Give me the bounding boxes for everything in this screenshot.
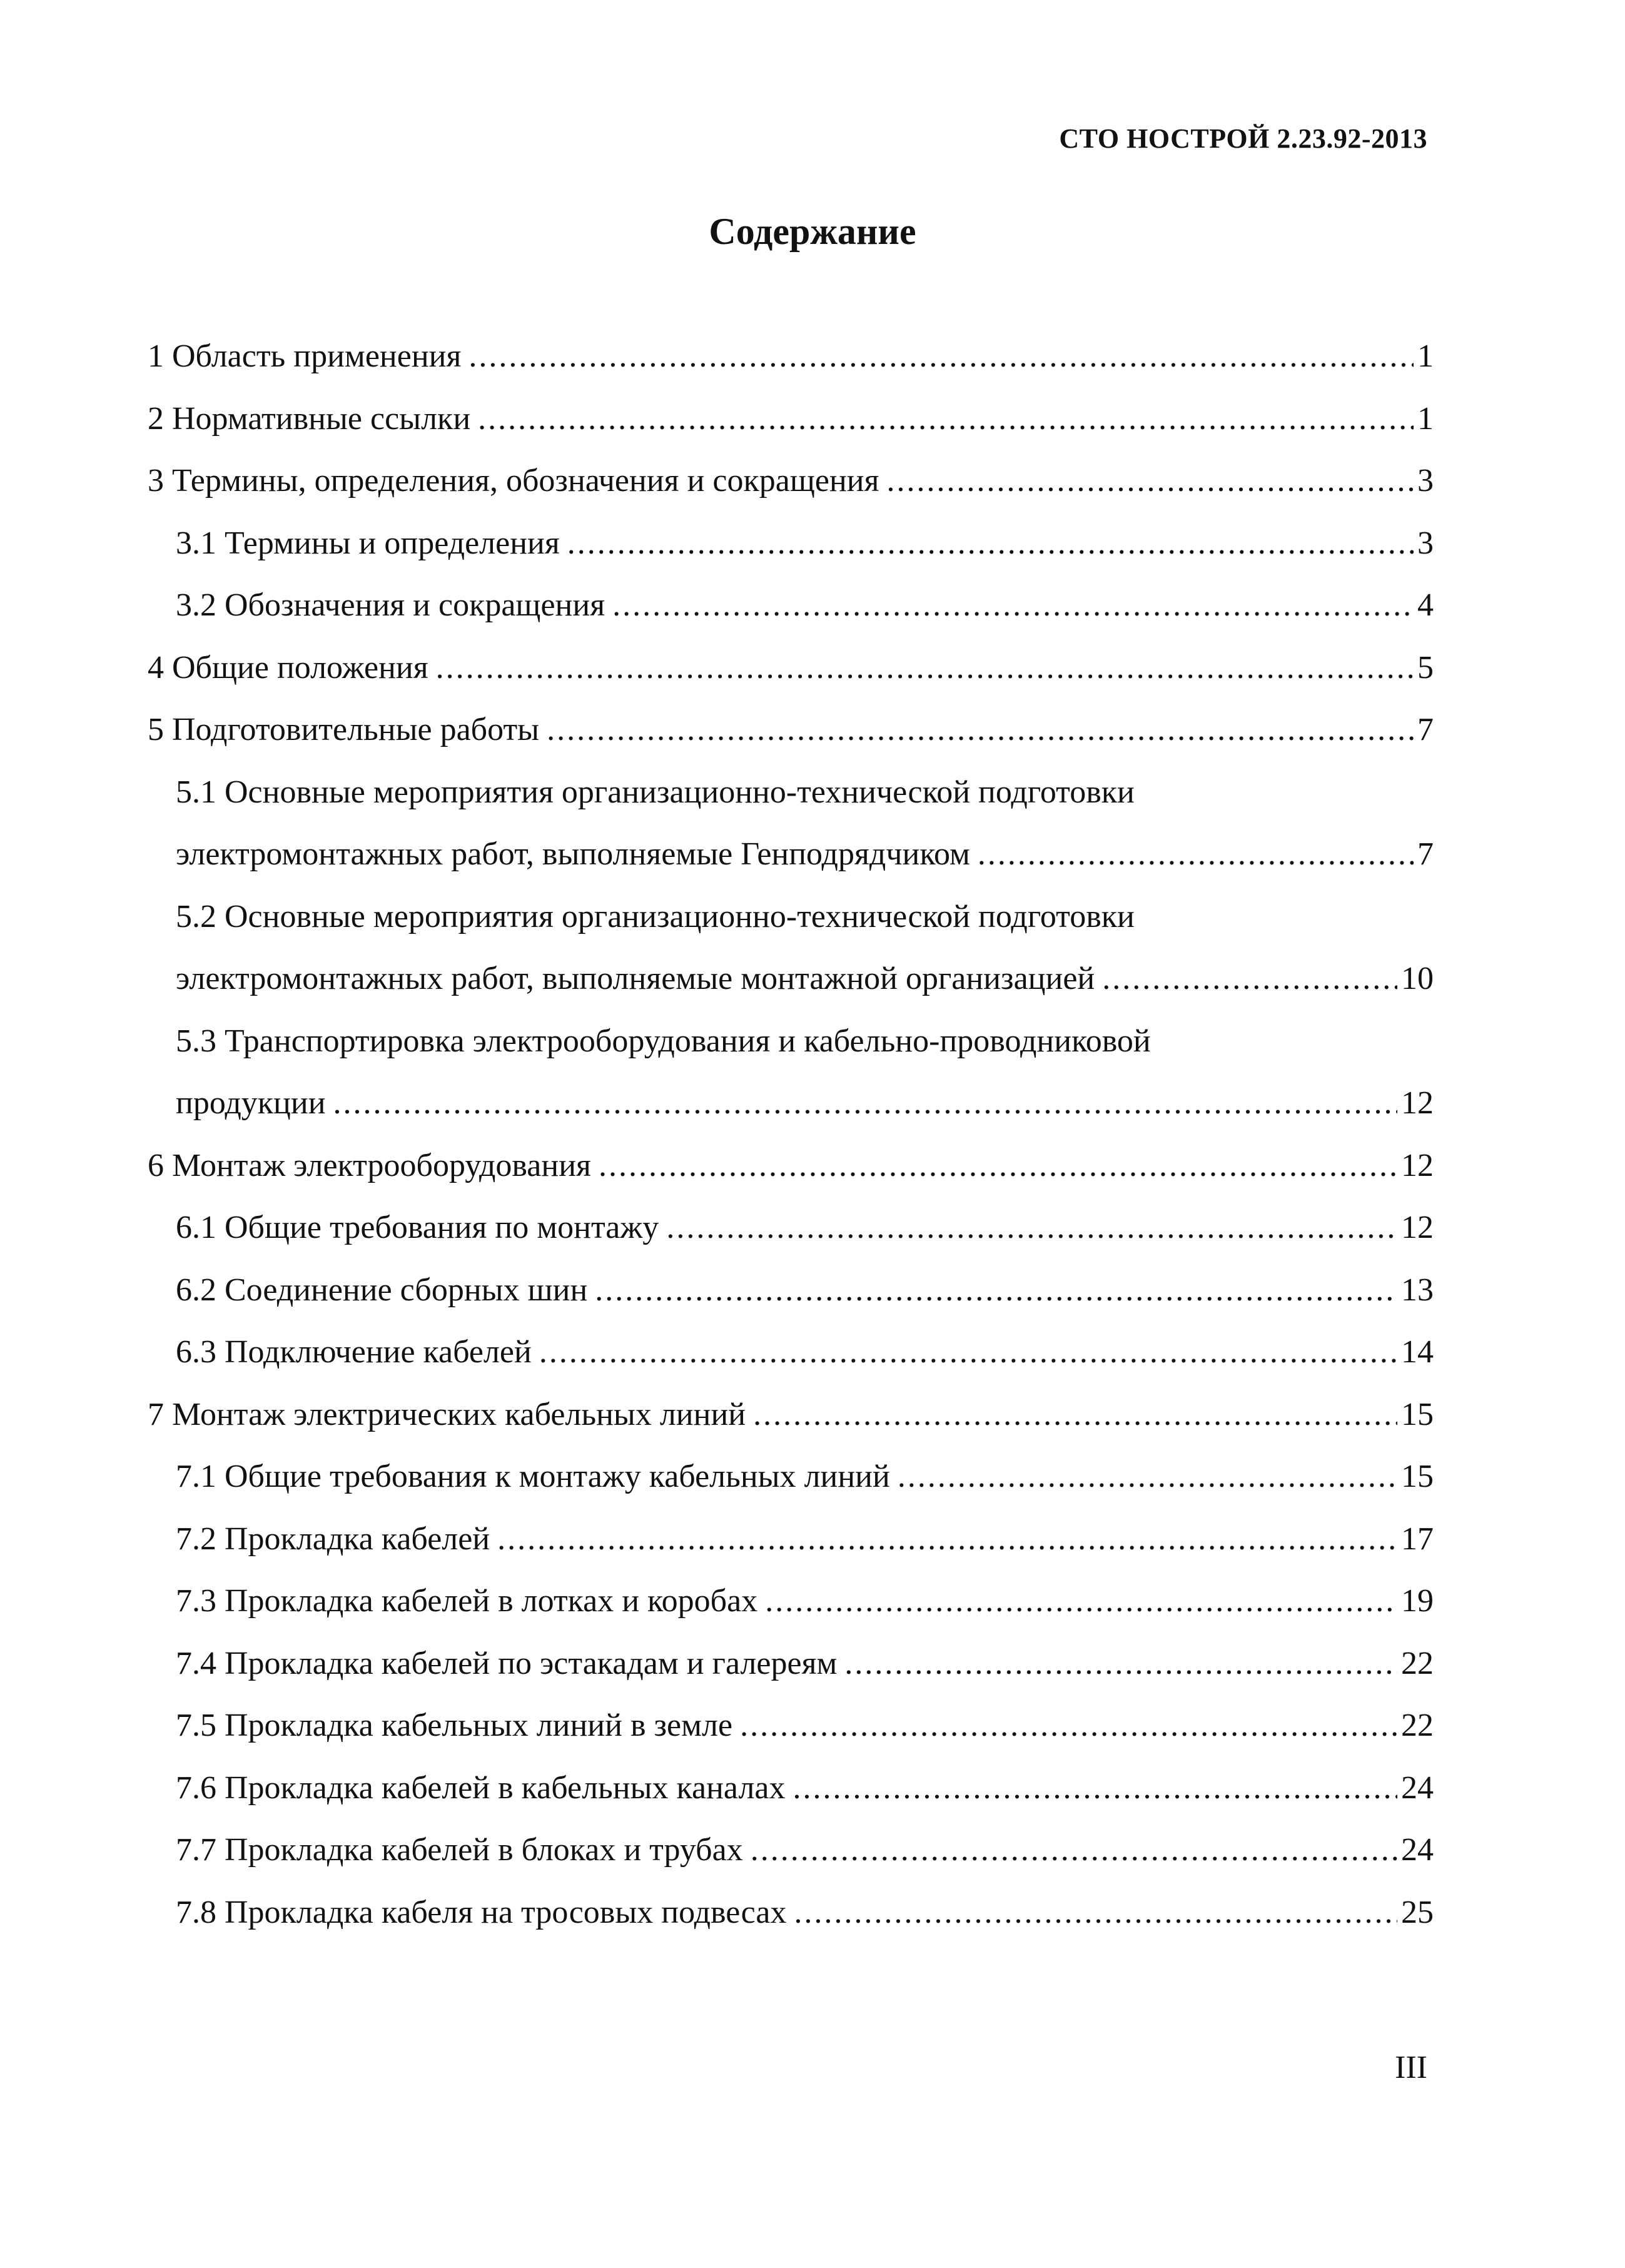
toc-entry-page: 24 <box>1401 1769 1434 1806</box>
document-code: СТО НОСТРОЙ 2.23.92-2013 <box>1059 123 1427 154</box>
toc-entry[interactable] <box>148 1384 1434 1446</box>
toc-entry-page: 15 <box>1401 1459 1434 1494</box>
toc-entry-page: 1 <box>1417 338 1434 374</box>
toc-entry-label: 7.1 Общие требования к монтажу кабельных линий <box>176 1459 890 1494</box>
toc-entry-page: 14 <box>1401 1334 1434 1370</box>
toc-leader-dots <box>539 1321 1397 1384</box>
toc-entry-page: 1 <box>1417 400 1434 437</box>
toc-subentry[interactable] <box>148 1570 1434 1633</box>
toc-entry-page: 12 <box>1401 1085 1434 1121</box>
toc-entry-label: 5.3 Транспортировка электрооборудования и кабельно-проводниковой <box>176 1023 1151 1059</box>
toc-entry-label: 6 Монтаж электрооборудования <box>148 1147 591 1183</box>
toc-entry[interactable] <box>148 450 1434 512</box>
toc-leader-dots <box>478 388 1414 450</box>
toc-entry-label: 2 Нормативные ссылки <box>148 400 471 437</box>
toc-entry-label: 7.6 Прокладка кабелей в кабельных каналах <box>176 1769 786 1806</box>
toc-subentry[interactable] <box>148 1881 1434 1944</box>
toc-subentry[interactable] <box>148 1819 1434 1881</box>
toc-entry-label: 3 Термины, определения, обозначения и сокращения <box>148 463 879 499</box>
toc-entry-page: 24 <box>1401 1832 1434 1868</box>
toc-leader-dots <box>595 1259 1397 1322</box>
toc-entry-label: 3.2 Обозначения и сокращения <box>176 587 605 623</box>
toc-subentry[interactable] <box>148 1508 1434 1571</box>
toc-entry[interactable] <box>148 325 1434 388</box>
toc-entry-label: 7.4 Прокладка кабелей по эстакадам и галереям <box>176 1645 838 1681</box>
toc-entry-label: 7.7 Прокладка кабелей в блоках и трубах <box>176 1832 743 1868</box>
toc-entry-label: 7.8 Прокладка кабеля на тросовых подвесах <box>176 1894 787 1930</box>
toc-subentry[interactable] <box>148 1010 1434 1135</box>
toc-entry-page: 22 <box>1401 1708 1434 1743</box>
toc-leader-dots <box>497 1508 1397 1571</box>
toc-entry-label: 1 Область применения <box>148 338 462 374</box>
toc-subentry[interactable] <box>148 1259 1434 1322</box>
page-number: III <box>1395 2050 1427 2085</box>
toc-title: Содержание <box>709 211 916 252</box>
toc-entry-page: 4 <box>1417 587 1434 623</box>
toc-entry[interactable] <box>148 1135 1434 1197</box>
toc-subentry[interactable] <box>148 1197 1434 1259</box>
toc-entry-label: 5 Подготовительные работы <box>148 712 540 747</box>
toc-entry-label: 6.1 Общие требования по монтажу <box>176 1210 659 1245</box>
toc-leader-dots <box>887 450 1414 512</box>
toc-leader-dots <box>753 1384 1397 1446</box>
toc-subentry[interactable] <box>148 1694 1434 1757</box>
toc-leader-dots <box>612 574 1414 637</box>
toc-leader-dots <box>765 1570 1397 1633</box>
toc-leader-dots <box>599 1135 1397 1197</box>
toc-entry[interactable] <box>148 637 1434 699</box>
toc-entry-label: 5.2 Основные мероприятия организационно-технической подготовки <box>176 898 1135 934</box>
toc-entry-label-continued: продукции <box>176 1085 326 1121</box>
toc-leader-dots <box>978 823 1414 886</box>
toc-entry-label: 6.2 Соединение сборных шин <box>176 1272 588 1308</box>
toc-entry-page: 12 <box>1401 1147 1434 1183</box>
toc-entry-page: 10 <box>1401 961 1434 996</box>
toc-subentry[interactable] <box>148 1633 1434 1695</box>
toc-subentry[interactable] <box>148 1445 1434 1508</box>
toc-subentry[interactable] <box>148 1321 1434 1384</box>
toc-entry-label: 6.3 Подключение кабелей <box>176 1334 532 1370</box>
toc-entry-page: 7 <box>1417 712 1434 747</box>
toc-entry-page: 17 <box>1401 1521 1434 1557</box>
toc-subentry[interactable] <box>148 761 1434 886</box>
toc-entry-label: 4 Общие положения <box>148 649 428 686</box>
toc-entry-label: 3.1 Термины и определения <box>176 525 560 561</box>
toc-leader-dots <box>1102 948 1397 1010</box>
toc-leader-dots <box>751 1819 1397 1881</box>
toc-entry-page: 3 <box>1417 463 1434 499</box>
toc-leader-dots <box>333 1072 1397 1135</box>
toc-entry-label: 7.3 Прокладка кабелей в лотках и коробах <box>176 1583 758 1619</box>
toc-entry-page: 12 <box>1401 1210 1434 1245</box>
toc-entry-page: 19 <box>1401 1583 1434 1619</box>
toc-entry-label: 7.5 Прокладка кабельных линий в земле <box>176 1708 733 1743</box>
toc-leader-dots <box>666 1197 1397 1259</box>
toc-entry-label: 7.2 Прокладка кабелей <box>176 1521 490 1557</box>
toc-leader-dots <box>794 1881 1397 1944</box>
toc-entry-page: 13 <box>1401 1272 1434 1308</box>
toc-entry-page: 7 <box>1417 836 1434 872</box>
toc-leader-dots <box>844 1633 1397 1695</box>
toc-subentry[interactable] <box>148 512 1434 575</box>
toc-leader-dots <box>547 699 1414 761</box>
toc-entry-page: 22 <box>1401 1645 1434 1681</box>
toc-subentry[interactable] <box>148 886 1434 1010</box>
toc-subentry[interactable] <box>148 1757 1434 1820</box>
toc-entry-page: 15 <box>1401 1396 1434 1432</box>
toc-leader-dots <box>567 512 1414 575</box>
toc-entry[interactable] <box>148 699 1434 761</box>
toc-entry-label: 5.1 Основные мероприятия организационно-технической подготовки <box>176 774 1135 810</box>
toc-entry-page: 3 <box>1417 525 1434 561</box>
toc-entry[interactable] <box>148 388 1434 450</box>
toc-entry-page: 25 <box>1401 1894 1434 1930</box>
toc-leader-dots <box>898 1445 1397 1508</box>
toc-leader-dots <box>792 1757 1397 1820</box>
toc-leader-dots <box>468 325 1414 388</box>
table-of-contents <box>148 325 1434 1943</box>
toc-subentry[interactable] <box>148 574 1434 637</box>
toc-entry-label: 7 Монтаж электрических кабельных линий <box>148 1396 746 1432</box>
toc-leader-dots <box>436 637 1414 699</box>
toc-leader-dots <box>740 1694 1397 1757</box>
toc-entry-page: 5 <box>1417 649 1434 686</box>
toc-entry-label-continued: электромонтажных работ, выполняемые Генподрядчиком <box>176 836 970 872</box>
toc-entry-label-continued: электромонтажных работ, выполняемые монтажной организацией <box>176 961 1095 996</box>
